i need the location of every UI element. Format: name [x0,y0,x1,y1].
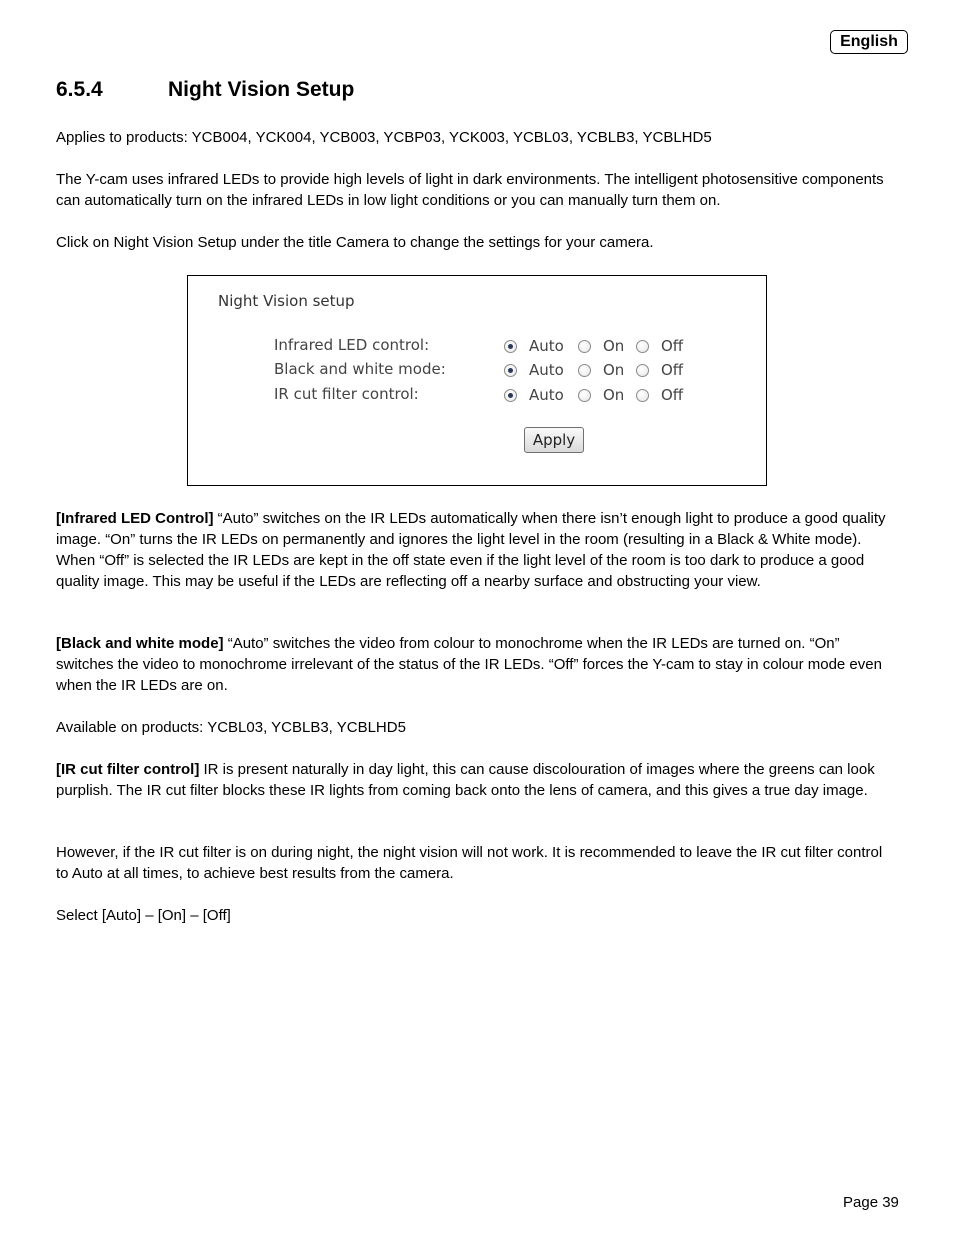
radio-icon[interactable] [578,389,591,402]
bw-off-option[interactable]: Off [636,361,683,379]
radio-selected-icon[interactable] [504,340,517,353]
bw-auto-option[interactable]: Auto [504,361,564,379]
available-products-text: Available on products: YCBL03, YCBLB3, YCBLHD5 [56,719,406,736]
ir-cut-filter-label: IR cut filter control: [274,385,419,403]
infrared-off-option[interactable]: Off [636,337,683,355]
screenshot-title: Night Vision setup [218,292,355,310]
apply-button[interactable]: Apply [524,427,584,453]
however-paragraph: However, if the IR cut filter is on during night, the night vision will not work. It is recommended to leave the IR cut filter control to Auto at all times, to achieve best results from the camera. [56,844,883,882]
infrared-led-term: [Infrared LED Control] [56,510,214,527]
night-vision-screenshot [187,275,767,486]
black-white-mode-label: Black and white mode: [274,360,446,378]
ir-cut-paragraph [56,759,898,801]
radio-icon[interactable] [636,340,649,353]
infrared-on-option[interactable]: On [578,337,624,355]
radio-icon[interactable] [578,364,591,377]
infrared-led-paragraph [56,508,898,592]
bw-on-option[interactable]: On [578,361,624,379]
section-heading [56,78,354,102]
black-white-term: [Black and white mode] [56,635,224,652]
infrared-led-control-label: Infrared LED control: [274,336,430,354]
page-number: Page 39 [843,1194,899,1211]
black-white-paragraph [56,633,898,696]
radio-icon[interactable] [636,389,649,402]
ir-cut-term: [IR cut filter control] [56,761,200,778]
radio-icon[interactable] [578,340,591,353]
ircut-off-option[interactable]: Off [636,386,683,404]
radio-selected-icon[interactable] [504,364,517,377]
ircut-auto-option[interactable]: Auto [504,386,564,404]
section-title: Night Vision Setup [168,78,355,101]
language-badge: English [830,30,908,54]
radio-icon[interactable] [636,364,649,377]
black-white-text: “Auto” switches the video from colour to monochrome when the IR LEDs are turned on. “On” switches the video to monochrome irrelevant of the status of the IR LEDs. “Off” forces the Y-cam to stay in colour mode even when the IR LEDs are on. [56,635,882,694]
applies-to-text: Applies to products: YCB004, YCK004, YCB003, YCBP03, YCK003, YCBL03, YCBLB3, YCBLHD5 [56,129,712,146]
infrared-led-text: “Auto” switches on the IR LEDs automatically when there isn’t enough light to produce a good quality image. “On” turns the IR LEDs on permanently and ignores the light level in the room (resulting in a Black & White mode). When “Off” is selected the IR LEDs are kept in the off state even if the light level of the room is too dark to produce a good quality image. This may be useful if the LEDs are reflecting off a nearby surface and obstructing your view. [56,510,886,590]
section-number: 6.5.4 [56,78,103,101]
intro-instruction: Click on Night Vision Setup under the title Camera to change the settings for your camera. [56,234,654,251]
radio-selected-icon[interactable] [504,389,517,402]
ircut-on-option[interactable]: On [578,386,624,404]
intro-description: The Y-cam uses infrared LEDs to provide high levels of light in dark environments. The intelligent photosensitive components can automatically turn on the infrared LEDs in low light conditions or you can manually turn them on. [56,171,884,209]
select-options-text: Select [Auto] – [On] – [Off] [56,907,231,924]
infrared-auto-option[interactable]: Auto [504,337,564,355]
ir-cut-text: IR is present naturally in day light, this can cause discolouration of images where the greens can look purplish. The IR cut filter blocks these IR lights from coming back onto the lens of camera, and this gives a true day image. [56,761,875,799]
